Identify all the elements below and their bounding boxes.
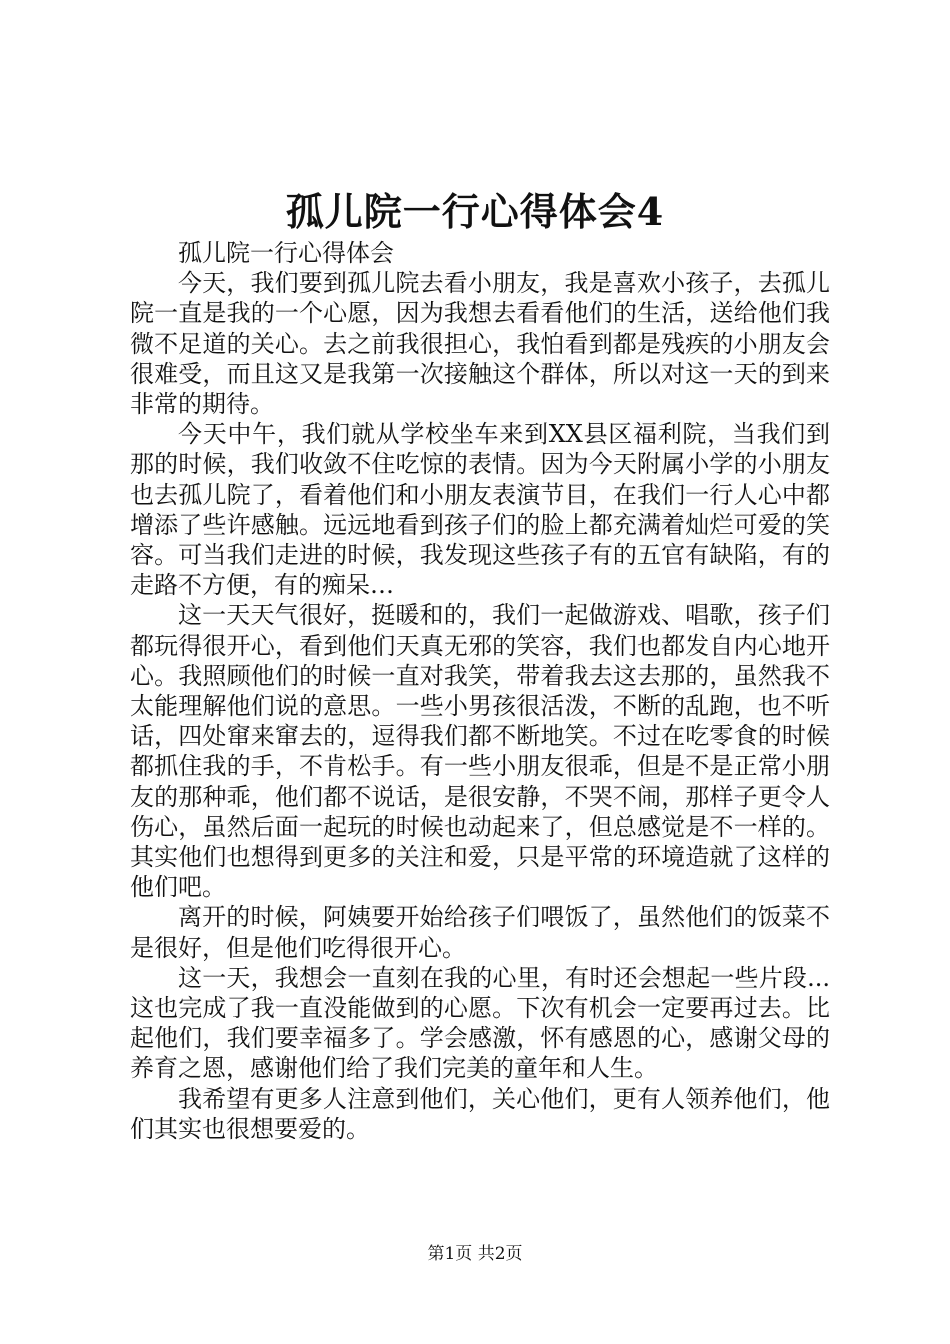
body-paragraph: 今天中午，我们就从学校坐车来到XX县区福利院，当我们到那的时候，我们收敛不住吃惊的表情。因为今天附属小学的小朋友也去孤儿院了，看着他们和小朋友表演节目，在我们一行人心中都增添了些许感触。远远地看到孩子们的脸上都充满着灿烂可爱的笑容。可当我们走进的时候，我发现这些孩子有的五官有缺陷，有的走路不方便，有的痴呆… bbox=[130, 420, 830, 600]
body-paragraph: 今天，我们要到孤儿院去看小朋友，我是喜欢小孩子，去孤儿院一直是我的一个心愿，因为我想去看看他们的生活，送给他们我微不足道的关心。去之前我很担心，我怕看到都是残疾的小朋友会很难受，而且这又是我第一次接触这个群体，所以对这一天的到来非常的期待。 bbox=[130, 269, 830, 419]
body-paragraph: 这一天天气很好，挺暖和的，我们一起做游戏、唱歌，孩子们都玩得很开心，看到他们天真无邪的笑容，我们也都发自内心地开心。我照顾他们的时候一直对我笑，带着我去这去那的，虽然我不太能理解他们说的意思。一些小男孩很活泼，不断的乱跑，也不听话，四处窜来窜去的，逗得我们都不断地笑。不过在吃零食的时候都抓住我的手，不肯松手。有一些小朋友很乖，但是不是正常小朋友的那种乖，他们都不说话，是很安静，不哭不闹，那样子更令人伤心，虽然后面一起玩的时候也动起来了，但总感觉是不一样的。其实他们也想得到更多的关注和爱，只是平常的环境造就了这样的他们吧。 bbox=[130, 601, 830, 902]
body-paragraph: 离开的时候，阿姨要开始给孩子们喂饭了，虽然他们的饭菜不是很好，但是他们吃得很开心。 bbox=[130, 903, 830, 962]
body-paragraph: 这一天，我想会一直刻在我的心里，有时还会想起一些片段...这也完成了我一直没能做到的心愿。下次有机会一定要再过去。比起他们，我们要幸福多了。学会感激，怀有感恩的心，感谢父母的养育之恩，感谢他们给了我们完美的童年和人生。 bbox=[130, 963, 830, 1083]
subtitle-paragraph: 孤儿院一行心得体会 bbox=[178, 239, 394, 267]
body-paragraph: 我希望有更多人注意到他们，关心他们，更有人领养他们，他们其实也很想要爱的。 bbox=[130, 1084, 830, 1143]
document-body bbox=[130, 238, 830, 1144]
document-title: 孤儿院一行心得体会4 bbox=[285, 189, 665, 234]
page-number-footer: 第1页 共2页 bbox=[427, 1244, 523, 1264]
